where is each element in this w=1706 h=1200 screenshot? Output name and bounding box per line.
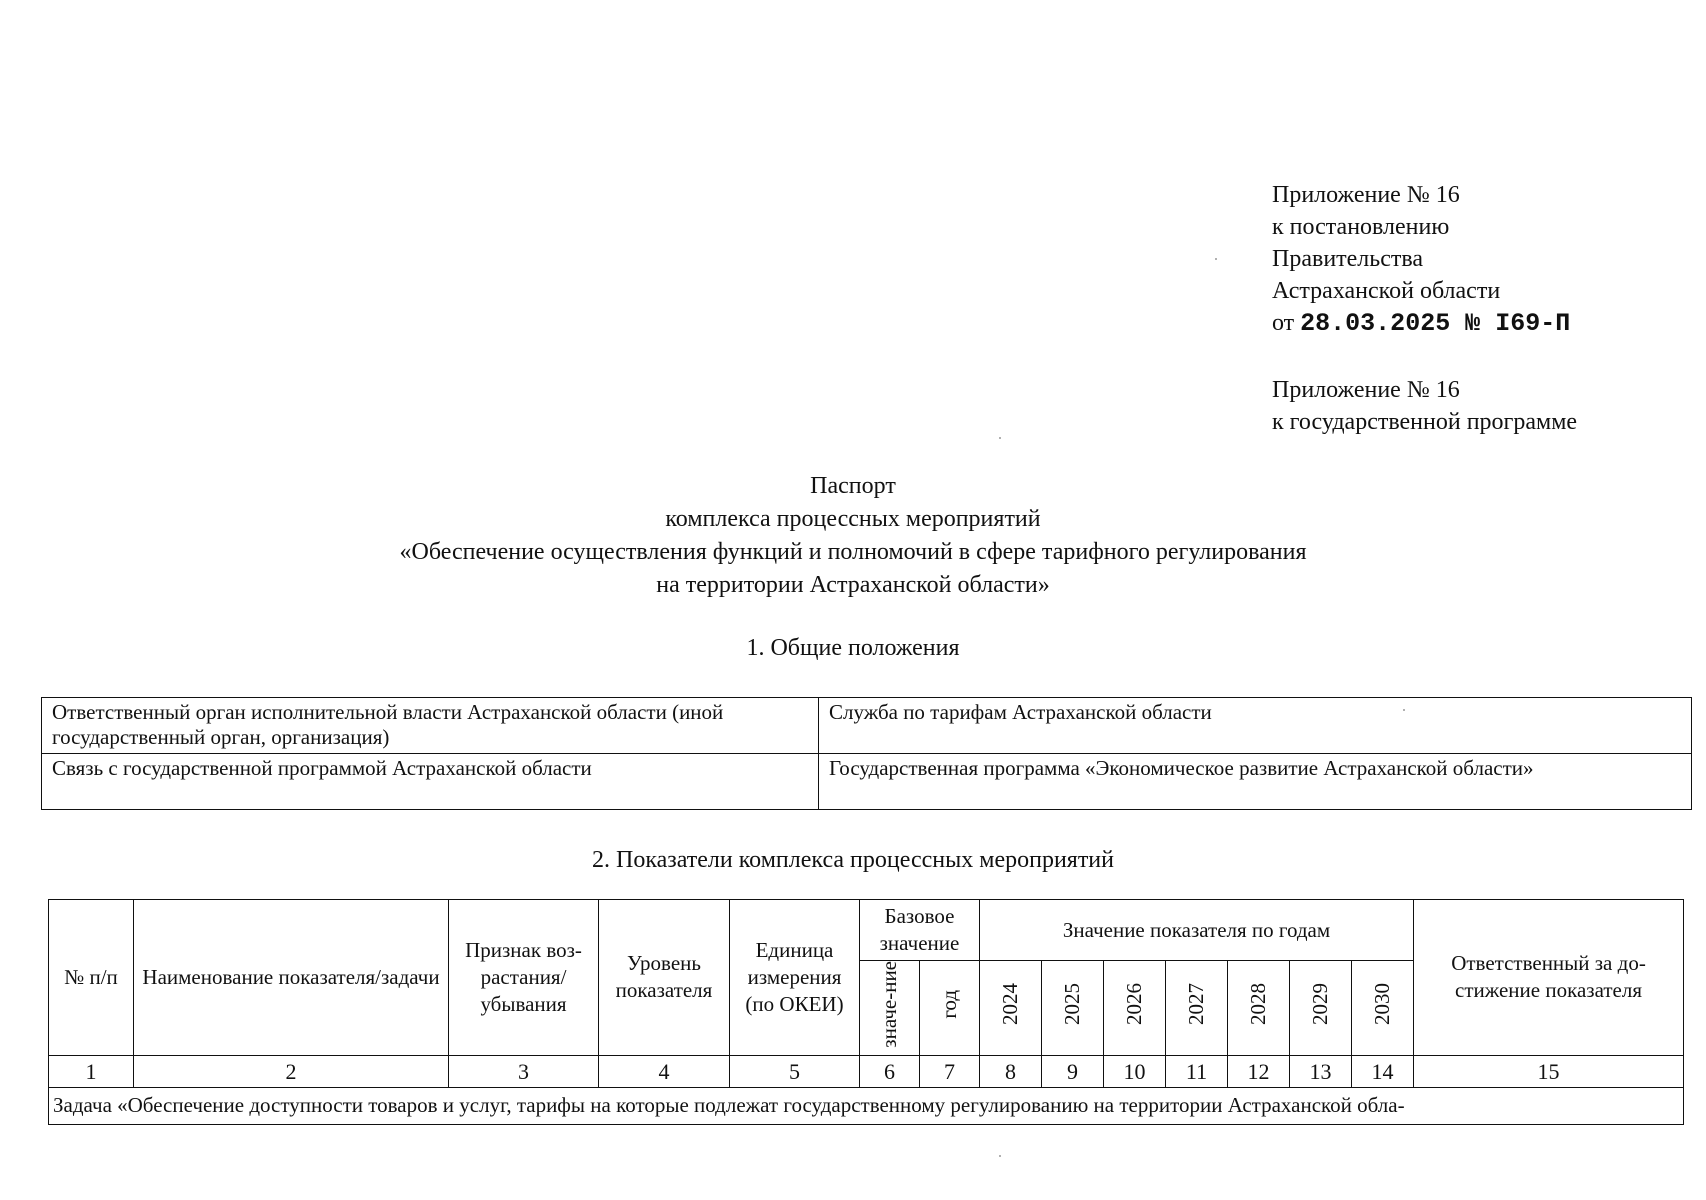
column-number: 3: [449, 1055, 599, 1087]
general-row-value: Государственная программа «Экономическое развитие Астраханской области»: [819, 754, 1692, 810]
title-line3: «Обеспечение осуществления функций и полномочий в сфере тарифного регулирования: [399, 539, 1307, 565]
header-responsible: Ответственный за до-стижение показателя: [1414, 900, 1684, 1056]
column-number: 4: [599, 1055, 730, 1087]
scan-speck: [999, 437, 1001, 439]
header-level: Уровень показателя: [599, 900, 730, 1056]
header-year: 2027: [1166, 961, 1228, 1056]
appendix-program-block: [1272, 374, 1577, 438]
task-row: [49, 1087, 1684, 1124]
appendix-resolution-line4: Астраханской области: [1272, 278, 1501, 304]
header-row: [49, 900, 1684, 961]
section1-heading: 1. Общие положения: [746, 635, 960, 661]
general-provisions-table: [41, 697, 1692, 810]
general-row-label: Связь с государственной программой Астраханской области: [42, 754, 819, 810]
appendix-program-line2: к государственной программе: [1272, 409, 1578, 435]
section2-heading: 2. Показатели комплекса процессных мероприятий: [591, 847, 1114, 873]
indicators-table: [48, 899, 1684, 1125]
header-years-group: Значение показателя по годам: [980, 900, 1414, 961]
column-number: 11: [1166, 1055, 1228, 1087]
header-trend: Признак воз-растания/ убывания: [449, 900, 599, 1056]
header-name: Наименование показателя/задачи: [134, 900, 449, 1056]
column-number: 12: [1228, 1055, 1290, 1087]
title-line2: комплекса процессных мероприятий: [665, 506, 1041, 532]
header-base-value: значе-ние: [860, 961, 920, 1056]
appendix-resolution-date: [1272, 307, 1570, 340]
appendix-resolution-line3: Правительства: [1272, 246, 1424, 272]
document-title: [0, 470, 1706, 602]
column-number: 10: [1104, 1055, 1166, 1087]
appendix-resolution-line1: Приложение № 16: [1272, 182, 1460, 208]
scan-speck: [999, 1155, 1001, 1157]
column-number: 2: [134, 1055, 449, 1087]
column-number-row: [49, 1055, 1684, 1087]
header-year: 2028: [1228, 961, 1290, 1056]
column-number: 15: [1414, 1055, 1684, 1087]
table-row: [42, 698, 1692, 754]
header-base-year: год: [920, 961, 980, 1056]
column-number: 9: [1042, 1055, 1104, 1087]
scan-speck: [1403, 709, 1405, 711]
scan-speck: [1215, 258, 1217, 260]
appendix-resolution-block: [1272, 179, 1570, 340]
header-year: 2024: [980, 961, 1042, 1056]
general-row-value: Служба по тарифам Астраханской области: [819, 698, 1692, 754]
column-number: 8: [980, 1055, 1042, 1087]
header-year: 2030: [1352, 961, 1414, 1056]
column-number: 14: [1352, 1055, 1414, 1087]
task-text: Задача «Обеспечение доступности товаров и услуг, тарифы на которые подлежат государственному регулированию на территории Астраханской обла-: [49, 1087, 1684, 1124]
table-row: [42, 754, 1692, 810]
date-prefix: от: [1272, 310, 1295, 336]
appendix-resolution-line2: к постановлению: [1272, 214, 1450, 240]
header-unit: Единица измерения (по ОКЕИ): [730, 900, 860, 1056]
column-number: 5: [730, 1055, 860, 1087]
header-year: 2025: [1042, 961, 1104, 1056]
header-num: № п/п: [49, 900, 134, 1056]
column-number: 7: [920, 1055, 980, 1087]
title-line4: на территории Астраханской области»: [656, 572, 1050, 598]
header-base: Базовое значение: [860, 900, 980, 961]
date-stamp: 28.03.2025 № I69-П: [1300, 309, 1571, 338]
column-number: 6: [860, 1055, 920, 1087]
column-number: 1: [49, 1055, 134, 1087]
appendix-program-line1: Приложение № 16: [1272, 377, 1460, 403]
header-year: 2026: [1104, 961, 1166, 1056]
column-number: 13: [1290, 1055, 1352, 1087]
title-line1: Паспорт: [810, 473, 896, 499]
header-year: 2029: [1290, 961, 1352, 1056]
general-row-label: Ответственный орган исполнительной власти Астраханской области (иной государственный орган, организация): [42, 698, 819, 754]
